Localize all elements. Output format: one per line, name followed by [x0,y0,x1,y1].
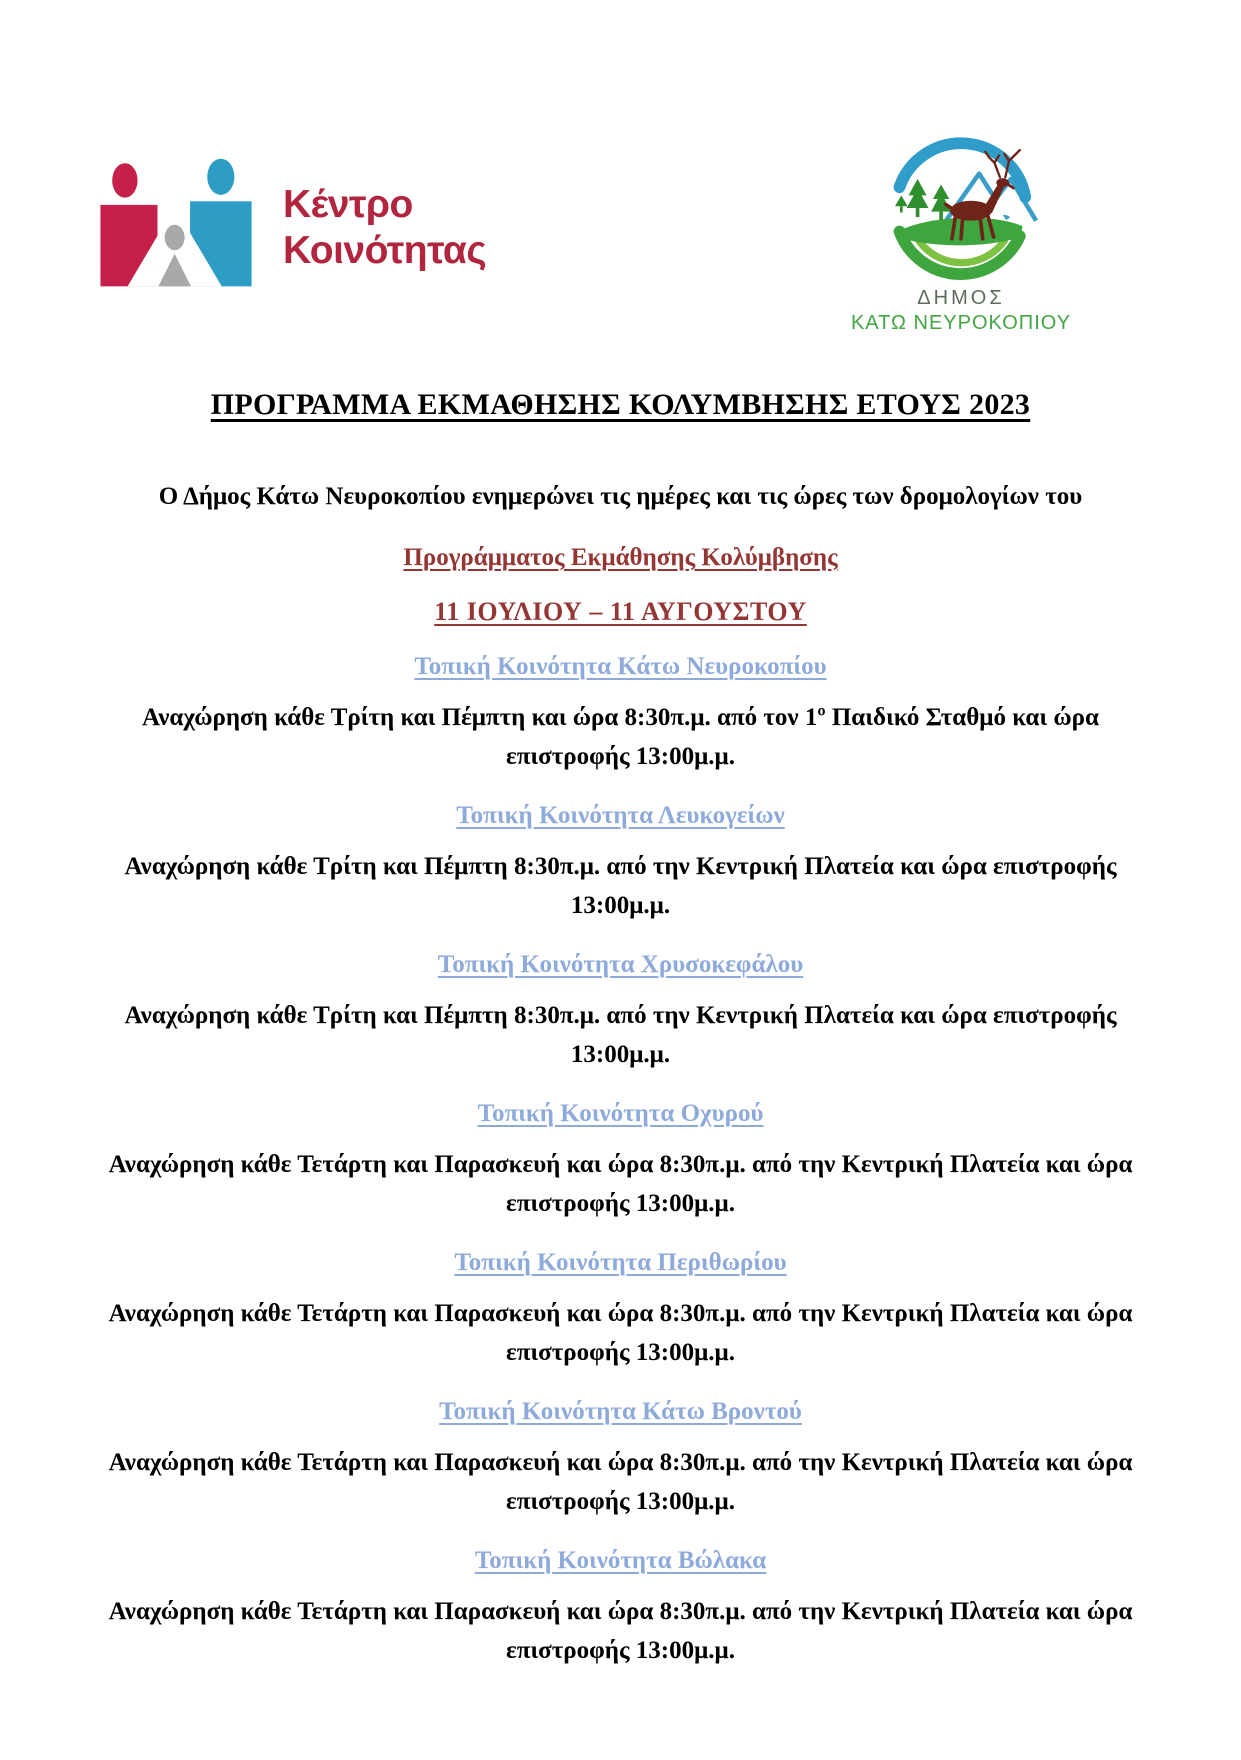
header-logos [0,0,1241,336]
community-center-logo [95,154,486,292]
community-heading: Τοπική Κοινότητα Βώλακα [474,1546,767,1574]
community-heading: Τοπική Κοινότητα Κάτω Νευροκοπίου [414,652,827,680]
sections [101,653,1141,1670]
community-heading: Τοπική Κοινότητα Περιθωρίου [454,1248,787,1276]
schedule-text: Αναχώρηση κάθε Τετάρτη και Παρασκευή και ώρα 8:30π.μ. από την Κεντρική Πλατεία και ώρα επιστροφής 13:00μ.μ. [108,1299,1133,1366]
program-name-heading: Προγράμματος Εκμάθησης Κολύμβησης [403,543,838,571]
community-heading: Τοπική Κοινότητα Οχυρού [477,1099,764,1127]
document-content [101,388,1141,1760]
muni-logo-line2: ΚΑΤΩ ΝΕΥΡΟΚΟΠΙΟΥ [850,312,1072,334]
community-heading: Τοπική Κοινότητα Λευκογείων [456,801,785,829]
municipality-logo [831,132,1091,336]
municipality-logo-text [851,286,1071,336]
community-center-logo-text [283,182,486,274]
muni-logo-line1: ΔΗΜΟΣ [917,287,1005,309]
municipality-emblem-icon [861,132,1061,284]
intro-paragraph: Ο Δήμος Κάτω Νευροκοπίου ενημερώνει τις ημέρες και τις ώρες των δρομολογίων του [158,483,1083,510]
schedule-text: Αναχώρηση κάθε Τετάρτη και Παρασκευή και ώρα 8:30π.μ. από την Κεντρική Πλατεία και ώρα επιστροφής 13:00μ.μ. [108,1150,1133,1217]
family-figures-icon [95,154,267,292]
schedule-text: Αναχώρηση κάθε Τετάρτη και Παρασκευή και ώρα 8:30π.μ. από την Κεντρική Πλατεία και ώρα επιστροφής 13:00μ.μ. [108,1597,1133,1664]
schedule-text: Αναχώρηση κάθε Τρίτη και Πέμπτη 8:30π.μ. από την Κεντρική Πλατεία και ώρα επιστροφής 13:00μ.μ. [124,1001,1117,1068]
schedule-text: Αναχώρηση κάθε Τρίτη και Πέμπτη 8:30π.μ. από την Κεντρική Πλατεία και ώρα επιστροφής 13:00μ.μ. [124,852,1117,919]
bottom-margin [101,1670,1141,1760]
community-heading: Τοπική Κοινότητα Χρυσοκεφάλου [437,950,804,978]
community-heading: Τοπική Κοινότητα Κάτω Βροντού [439,1397,802,1425]
page-title: ΠΡΟΓΡΑΜΜΑ ΕΚΜΑΘΗΣΗΣ ΚΟΛΥΜΒΗΣΗΣ ΕΤΟΥΣ 2023 [210,388,1031,421]
cc-logo-line1: Κέντρο [283,183,413,226]
schedule-text: Αναχώρηση κάθε Τρίτη και Πέμπτη και ώρα 8:30π.μ. από τον 1º Παιδικό Σταθμό και ώρα επιστροφής 13:00μ.μ. [142,703,1099,770]
date-range-heading: 11 ΙΟΥΛΙΟΥ – 11 ΑΥΓΟΥΣΤΟΥ [434,596,807,626]
schedule-text: Αναχώρηση κάθε Τετάρτη και Παρασκευή και ώρα 8:30π.μ. από την Κεντρική Πλατεία και ώρα επιστροφής 13:00μ.μ. [108,1448,1133,1515]
cc-logo-line2: Κοινότητας [283,229,487,273]
